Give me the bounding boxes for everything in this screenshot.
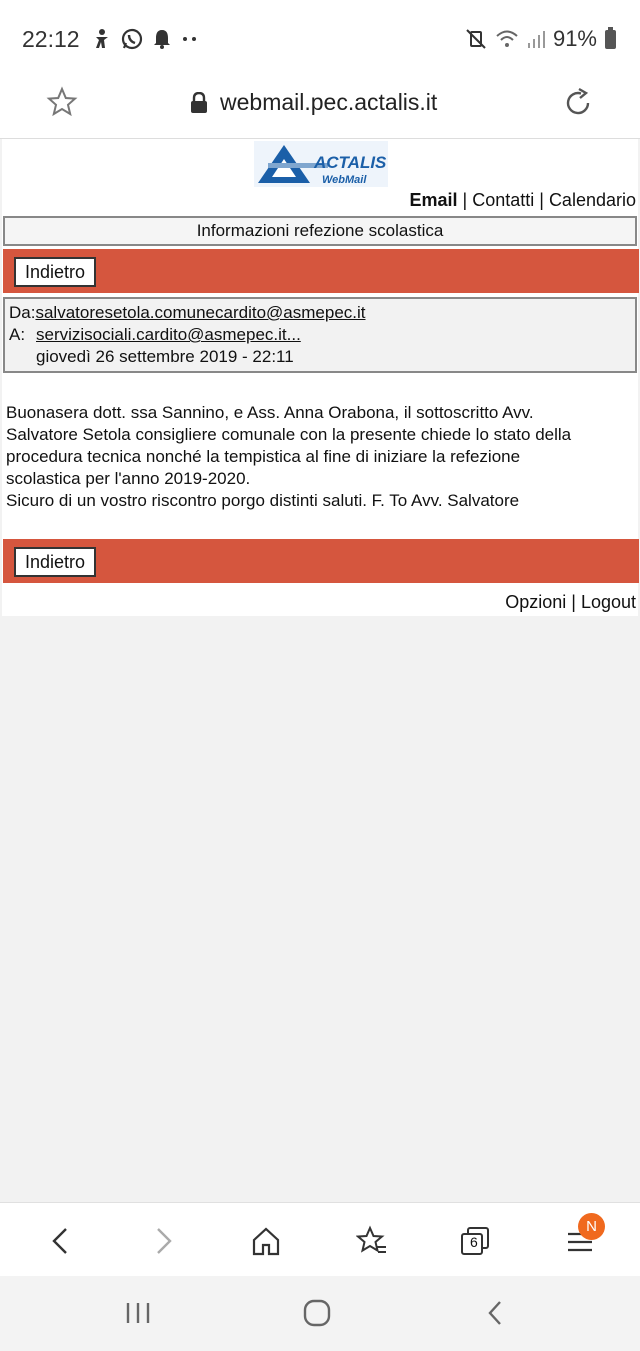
forward-nav-button[interactable] <box>144 1221 184 1261</box>
status-time: 22:12 <box>22 26 80 52</box>
bookmark-star-button[interactable] <box>46 86 78 123</box>
body-line: scolastica per l'anno 2019-2020. <box>6 469 251 488</box>
mute-vibrate-icon <box>465 28 487 50</box>
from-address-link[interactable]: salvatoresetola.comunecardito@asmepec.it <box>35 303 366 322</box>
home-icon <box>251 1226 281 1256</box>
nav-calendar-link[interactable]: Calendario <box>548 190 636 210</box>
nav-separator: | <box>457 190 473 210</box>
battery-icon <box>605 30 616 49</box>
tabs-button[interactable] <box>455 1221 495 1261</box>
back-button-bottom[interactable]: Indietro <box>14 547 96 577</box>
webmail-page <box>2 139 638 616</box>
body-line: Sicuro di un vostro riscontro porgo distinti saluti. F. To Avv. Salvatore <box>6 491 520 510</box>
to-row <box>9 325 301 345</box>
to-label: A: <box>9 325 26 344</box>
message-headers <box>3 297 637 373</box>
body-line: procedura tecnica nonché la tempistica al fine di iniziare la refezione <box>6 447 521 466</box>
from-row <box>9 303 366 323</box>
nav-separator: | <box>566 592 581 612</box>
logo-brand-text: ACTALIS <box>314 153 387 172</box>
bookmarks-button[interactable] <box>352 1221 392 1261</box>
url-field[interactable] <box>190 89 437 116</box>
lock-icon <box>190 92 208 114</box>
top-navigation <box>409 190 636 211</box>
browser-address-bar <box>0 76 640 139</box>
home-circle-icon <box>302 1298 332 1328</box>
tab-count: 6 <box>470 1234 478 1250</box>
system-nav-bar <box>0 1276 640 1351</box>
nav-contacts-link[interactable]: Contatti <box>472 190 535 210</box>
body-line: Salvatore Setola consigliere comunale con la presente chiede lo stato della <box>6 425 572 444</box>
more-dots-icon <box>180 35 200 43</box>
bell-icon <box>152 28 172 50</box>
bottom-navigation <box>505 592 636 613</box>
accessibility-icon <box>92 28 112 50</box>
back-nav-button[interactable] <box>40 1221 80 1261</box>
from-label: Da: <box>9 303 36 322</box>
options-link[interactable]: Opzioni <box>505 592 567 612</box>
home-button[interactable] <box>246 1221 286 1261</box>
reload-icon <box>561 86 595 120</box>
to-address-link[interactable]: servizisociali.cardito@asmepec.it... <box>36 325 301 344</box>
chevron-left-icon <box>50 1226 70 1256</box>
message-body <box>6 402 636 512</box>
nav-separator: | <box>534 190 549 210</box>
status-bar <box>0 0 640 76</box>
url-text: webmail.pec.actalis.it <box>220 89 438 115</box>
recent-apps-button[interactable] <box>124 1298 152 1333</box>
back-system-button[interactable] <box>484 1298 506 1333</box>
actalis-logo <box>254 141 388 187</box>
body-line: Buonasera dott. ssa Sannino, e Ass. Anna Orabona, il sottoscritto Avv. <box>6 403 534 422</box>
wifi-icon <box>495 29 519 49</box>
message-subject: Informazioni refezione scolastica <box>3 216 637 246</box>
logout-link[interactable]: Logout <box>580 592 636 612</box>
back-chevron-icon <box>484 1298 506 1328</box>
whatsapp-icon <box>120 27 144 51</box>
nav-email-link[interactable]: Email <box>409 190 458 210</box>
browser-toolbar <box>0 1202 640 1277</box>
star-icon <box>46 86 78 118</box>
action-bar-top <box>3 249 639 293</box>
bookmarks-star-icon <box>356 1225 388 1257</box>
notification-badge: N <box>578 1213 605 1240</box>
home-system-button[interactable] <box>302 1298 332 1333</box>
action-bar-bottom <box>3 539 639 583</box>
message-date: giovedì 26 settembre 2019 - 22:11 <box>36 347 294 366</box>
recent-apps-icon <box>124 1298 152 1328</box>
back-button-top[interactable]: Indietro <box>14 257 96 287</box>
reload-button[interactable] <box>561 86 595 125</box>
signal-icon <box>527 29 545 49</box>
logo-product-text: WebMail <box>322 174 367 186</box>
chevron-right-icon <box>154 1226 174 1256</box>
battery-percent: 91% <box>552 26 597 51</box>
